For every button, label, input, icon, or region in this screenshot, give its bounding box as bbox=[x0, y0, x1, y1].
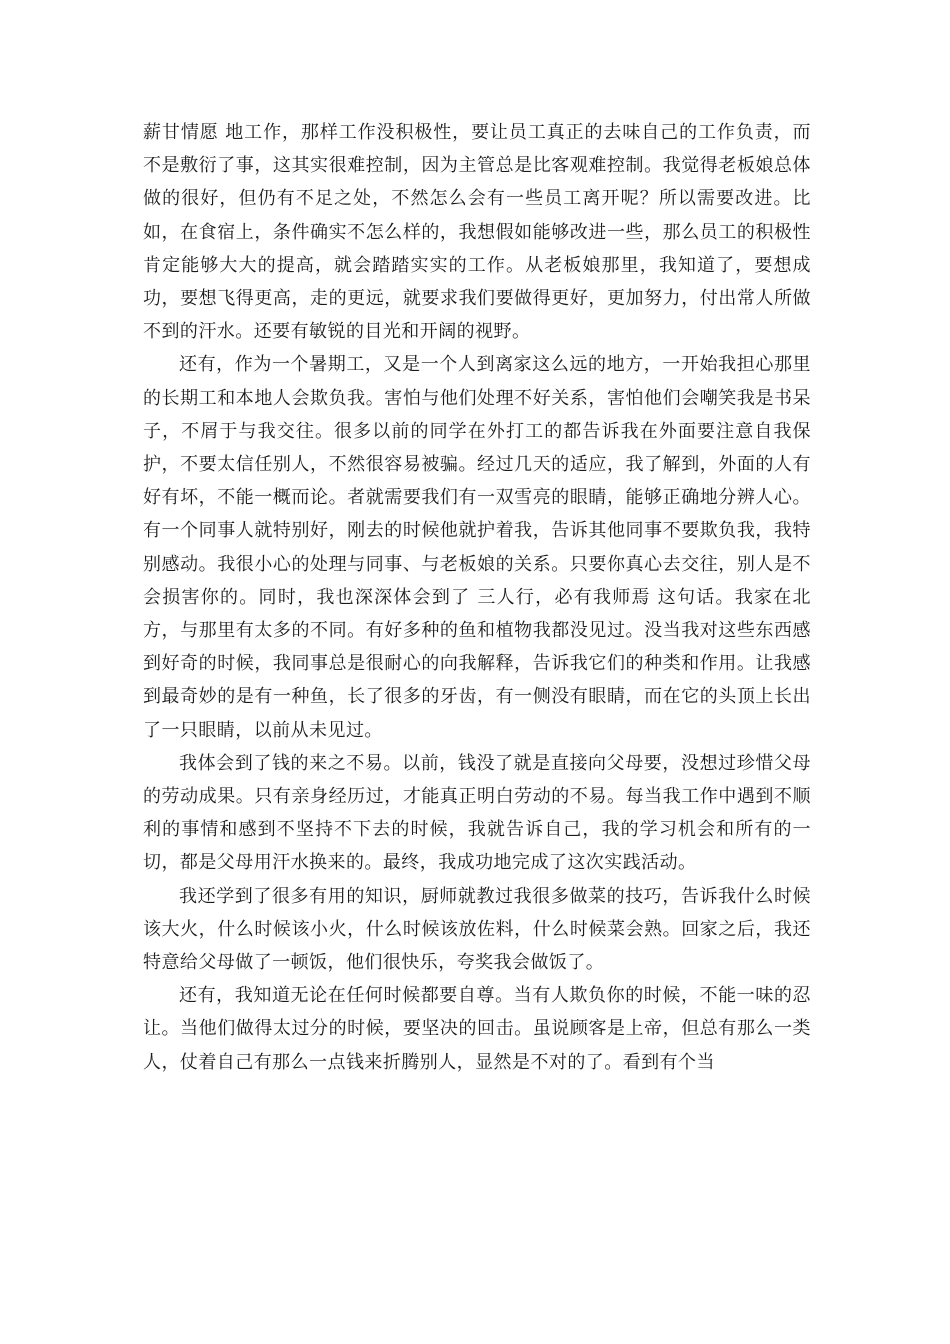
paragraph-2: 还有，作为一个暑期工，又是一个人到离家这么远的地方，一开始我担心那里的长期工和本地人会欺负我。害怕与他们处理不好关系，害怕他们会嘲笑我是书呆子，不屑于与我交往。很多以前的同学在外打工的都告诉我在外面要注意自我保护，不要太信任别人，不然很容易被骗。经过几天的适应，我了解到，外面的人有好有坏，不能一概而论。者就需要我们有一双雪亮的眼睛，能够正确地分辨人心。有一个同事人就特别好，刚去的时候他就护着我，告诉其他同事不要欺负我，我特别感动。我很小心的处理与同事、与老板娘的关系。只要你真心去交往，别人是不会损害你的。同时，我也深深体会到了 三人行，必有我师焉 这句话。我家在北方，与那里有太多的不同。有好多种的鱼和植物我都没见过。没当我对这些东西感到好奇的时候，我同事总是很耐心的向我解释，告诉我它们的种类和作用。让我感到最奇妙的是有一种鱼，长了很多的牙齿，有一侧没有眼睛，而在它的头顶上长出了一只眼睛，以前从未见过。 bbox=[143, 354, 811, 741]
body-text bbox=[143, 116, 811, 1079]
paragraph-1: 薪甘情愿 地工作，那样工作没积极性，要让员工真正的去味自己的工作负责，而不是敷衍了事，这其实很难控制，因为主管总是比客观难控制。我觉得老板娘总体做的很好，但仍有不足之处，不然怎么会有一些员工离开呢？所以需要改进。比如，在食宿上，条件确实不怎么样的，我想假如能够改进一些，那么员工的积极性肯定能够大大的提高，就会踏踏实实的工作。从老板娘那里，我知道了，要想成功，要想飞得更高，走的更远，就要求我们要做得更好，更加努力，付出常人所做不到的汗水。还要有敏锐的目光和开阔的视野。 bbox=[143, 122, 811, 343]
paragraph-3: 我体会到了钱的来之不易。以前，钱没了就是直接向父母要，没想过珍惜父母的劳动成果。只有亲身经历过，才能真正明白劳动的不易。每当我工作中遇到不顺利的事情和感到不坚持不下去的时候，我就告诉自己，我的学习机会和所有的一切，都是父母用汗水换来的。最终，我成功地完成了这次实践活动。 bbox=[143, 752, 811, 874]
paragraph-4: 我还学到了很多有用的知识，厨师就教过我很多做菜的技巧，告诉我什么时候该大火，什么时候该小火，什么时候该放佐料，什么时候菜会熟。回家之后，我还特意给父母做了一顿饭，他们很快乐，夸奖我会做饭了。 bbox=[143, 885, 811, 974]
paragraph-5: 还有，我知道无论在任何时候都要自尊。当有人欺负你的时候，不能一味的忍让。当他们做得太过分的时候，要坚决的回击。虽说顾客是上帝，但总有那么一类人，仗着自己有那么一点钱来折腾别人，显然是不对的了。看到有个当 bbox=[143, 985, 811, 1073]
